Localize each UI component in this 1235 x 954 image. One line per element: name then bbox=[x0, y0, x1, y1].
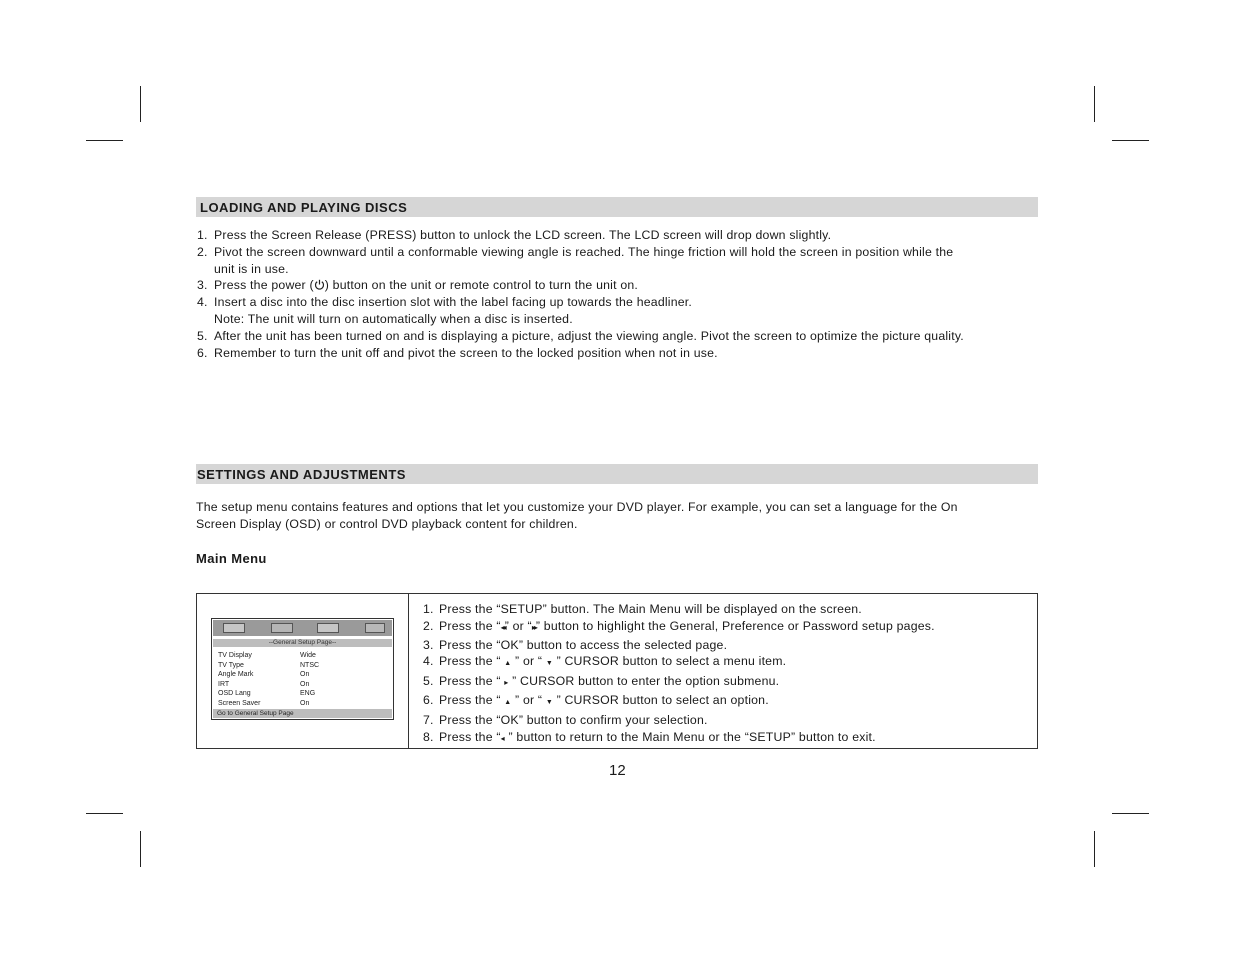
item-text: ” CURSOR button to select a menu item. bbox=[552, 654, 787, 669]
item-text: Press the “ bbox=[439, 729, 501, 744]
osd-row-value: NTSC bbox=[300, 661, 320, 669]
item-note: Note: The unit will turn on automatically when a disc is inserted. bbox=[214, 311, 573, 326]
crop-mark bbox=[140, 831, 141, 867]
osd-icon-bar bbox=[213, 620, 392, 636]
osd-footer: Go to General Setup Page bbox=[213, 709, 392, 718]
left-arrow-icon: ◂ bbox=[500, 733, 505, 743]
item-text: Pivot the screen downward until a conformable viewing angle is reached. The hinge friction will hold the screen in position while the unit is in use. bbox=[214, 244, 954, 276]
crop-mark bbox=[140, 86, 141, 122]
list-item bbox=[197, 244, 997, 278]
list-item bbox=[197, 294, 997, 328]
settings-intro: The setup menu contains features and options that let you customize your DVD player. For example, you can set a language for the On Screen Display (OSD) or control DVD playback content for children. bbox=[196, 500, 958, 531]
item-number: 2. bbox=[423, 618, 434, 633]
list-item bbox=[423, 601, 1023, 618]
section-title: LOADING AND PLAYING DISCS bbox=[200, 200, 408, 215]
item-number: 4. bbox=[197, 295, 208, 310]
power-icon bbox=[314, 278, 325, 289]
osd-menu-rows bbox=[218, 651, 388, 709]
osd-row bbox=[218, 670, 388, 680]
item-text: Remember to turn the unit off and pivot the screen to the locked position when not in use. bbox=[214, 345, 718, 360]
item-text: Press the “ bbox=[439, 654, 505, 669]
osd-row bbox=[218, 661, 388, 671]
item-text: After the unit has been turned on and is displaying a picture, adjust the viewing angle. Pivot the screen to optimize the picture quality. bbox=[214, 328, 964, 343]
previous-icon: ◂◂ bbox=[500, 622, 505, 632]
crop-mark bbox=[1094, 831, 1095, 867]
item-text: ” or “ bbox=[504, 618, 532, 633]
osd-row-value: Wide bbox=[300, 652, 316, 659]
item-number: 2. bbox=[197, 244, 208, 259]
item-text: Press the “SETUP” button. The Main Menu will be displayed on the screen. bbox=[439, 602, 862, 616]
osd-row-value: On bbox=[300, 671, 310, 679]
down-arrow-icon: ▼ bbox=[545, 698, 553, 706]
main-menu-title: Main Menu bbox=[196, 551, 267, 566]
osd-row-label: TV Type bbox=[218, 661, 244, 669]
item-text: Press the power ( bbox=[214, 278, 314, 293]
page-number: 12 bbox=[609, 762, 626, 779]
list-item bbox=[423, 637, 1023, 654]
osd-row bbox=[218, 651, 388, 661]
section-title: SETTINGS AND ADJUSTMENTS bbox=[197, 467, 406, 482]
item-number: 5. bbox=[423, 674, 434, 689]
crop-mark bbox=[86, 140, 123, 141]
item-text: Press the Screen Release (PRESS) button to unlock the LCD screen. The LCD screen will drop down slightly. bbox=[214, 228, 832, 242]
list-item bbox=[423, 618, 1023, 637]
section-header-settings bbox=[196, 464, 1038, 484]
item-number: 1. bbox=[197, 228, 208, 242]
item-text: Press the “ bbox=[439, 674, 505, 689]
item-text: ” or “ bbox=[511, 654, 546, 669]
item-text: Press the “ bbox=[439, 692, 505, 707]
osd-row-label: TV Display bbox=[218, 652, 252, 659]
right-arrow-icon: ▸ bbox=[504, 678, 509, 688]
osd-page-title: --General Setup Page-- bbox=[213, 639, 392, 647]
main-menu-table bbox=[196, 593, 1038, 749]
item-text: ” CURSOR button to select an option. bbox=[552, 692, 769, 707]
item-text: ” or “ bbox=[511, 692, 546, 707]
osd-row-label: IRT bbox=[218, 680, 230, 688]
list-item bbox=[423, 653, 1023, 673]
list-item bbox=[423, 712, 1023, 729]
item-number: 8. bbox=[423, 729, 434, 744]
item-number: 5. bbox=[197, 328, 208, 343]
list-item bbox=[197, 277, 997, 294]
main-menu-steps-list bbox=[423, 601, 1023, 747]
osd-row bbox=[218, 689, 388, 699]
item-number: 6. bbox=[423, 692, 434, 707]
item-number: 6. bbox=[197, 345, 208, 360]
osd-row-value: On bbox=[300, 699, 310, 707]
item-number: 3. bbox=[423, 637, 434, 652]
crop-mark bbox=[1112, 813, 1149, 814]
crop-mark bbox=[1094, 86, 1095, 122]
item-text: Insert a disc into the disc insertion slot with the label facing up towards the headliner. bbox=[214, 295, 693, 310]
table-divider bbox=[408, 594, 409, 748]
next-icon: ▸▸ bbox=[531, 622, 536, 632]
osd-row bbox=[218, 680, 388, 690]
crop-mark bbox=[1112, 140, 1149, 141]
item-number: 1. bbox=[423, 602, 434, 616]
audio-setup-icon bbox=[271, 623, 293, 633]
down-arrow-icon: ▼ bbox=[545, 660, 553, 668]
item-number: 4. bbox=[423, 654, 434, 669]
item-text: ” CURSOR button to enter the option submenu. bbox=[508, 674, 780, 689]
osd-row-value: On bbox=[300, 680, 310, 688]
list-item bbox=[423, 692, 1023, 712]
osd-row-value: ENG bbox=[300, 690, 316, 698]
item-text: ” button to return to the Main Menu or the “SETUP” button to exit. bbox=[504, 729, 876, 744]
item-text: Press the “OK” button to access the selected page. bbox=[439, 637, 728, 652]
osd-screen-illustration bbox=[211, 618, 394, 720]
osd-row-label: Screen Saver bbox=[218, 699, 261, 707]
loading-steps-list bbox=[197, 227, 997, 361]
list-item bbox=[423, 729, 1023, 748]
list-item bbox=[423, 673, 1023, 692]
osd-row-label: OSD Lang bbox=[218, 690, 251, 698]
list-item bbox=[197, 227, 997, 244]
preference-icon bbox=[317, 623, 339, 633]
item-text: Press the “OK” button to confirm your selection. bbox=[439, 712, 708, 727]
section-header-loading bbox=[196, 197, 1038, 217]
osd-row bbox=[218, 699, 388, 709]
list-item bbox=[197, 328, 997, 345]
up-arrow-icon: ▲ bbox=[504, 660, 512, 668]
osd-row-label: Angle Mark bbox=[218, 671, 254, 679]
list-item bbox=[197, 345, 997, 362]
crop-mark bbox=[86, 813, 123, 814]
item-text: Press the “ bbox=[439, 618, 501, 633]
item-number: 7. bbox=[423, 712, 434, 727]
item-text: ) button on the unit or remote control to turn the unit on. bbox=[324, 278, 639, 293]
item-text: ” button to highlight the General, Preference or Password setup pages. bbox=[535, 618, 935, 633]
exit-icon bbox=[365, 623, 385, 633]
item-number: 3. bbox=[197, 278, 208, 293]
general-setup-icon bbox=[223, 623, 245, 633]
up-arrow-icon: ▲ bbox=[504, 698, 512, 706]
